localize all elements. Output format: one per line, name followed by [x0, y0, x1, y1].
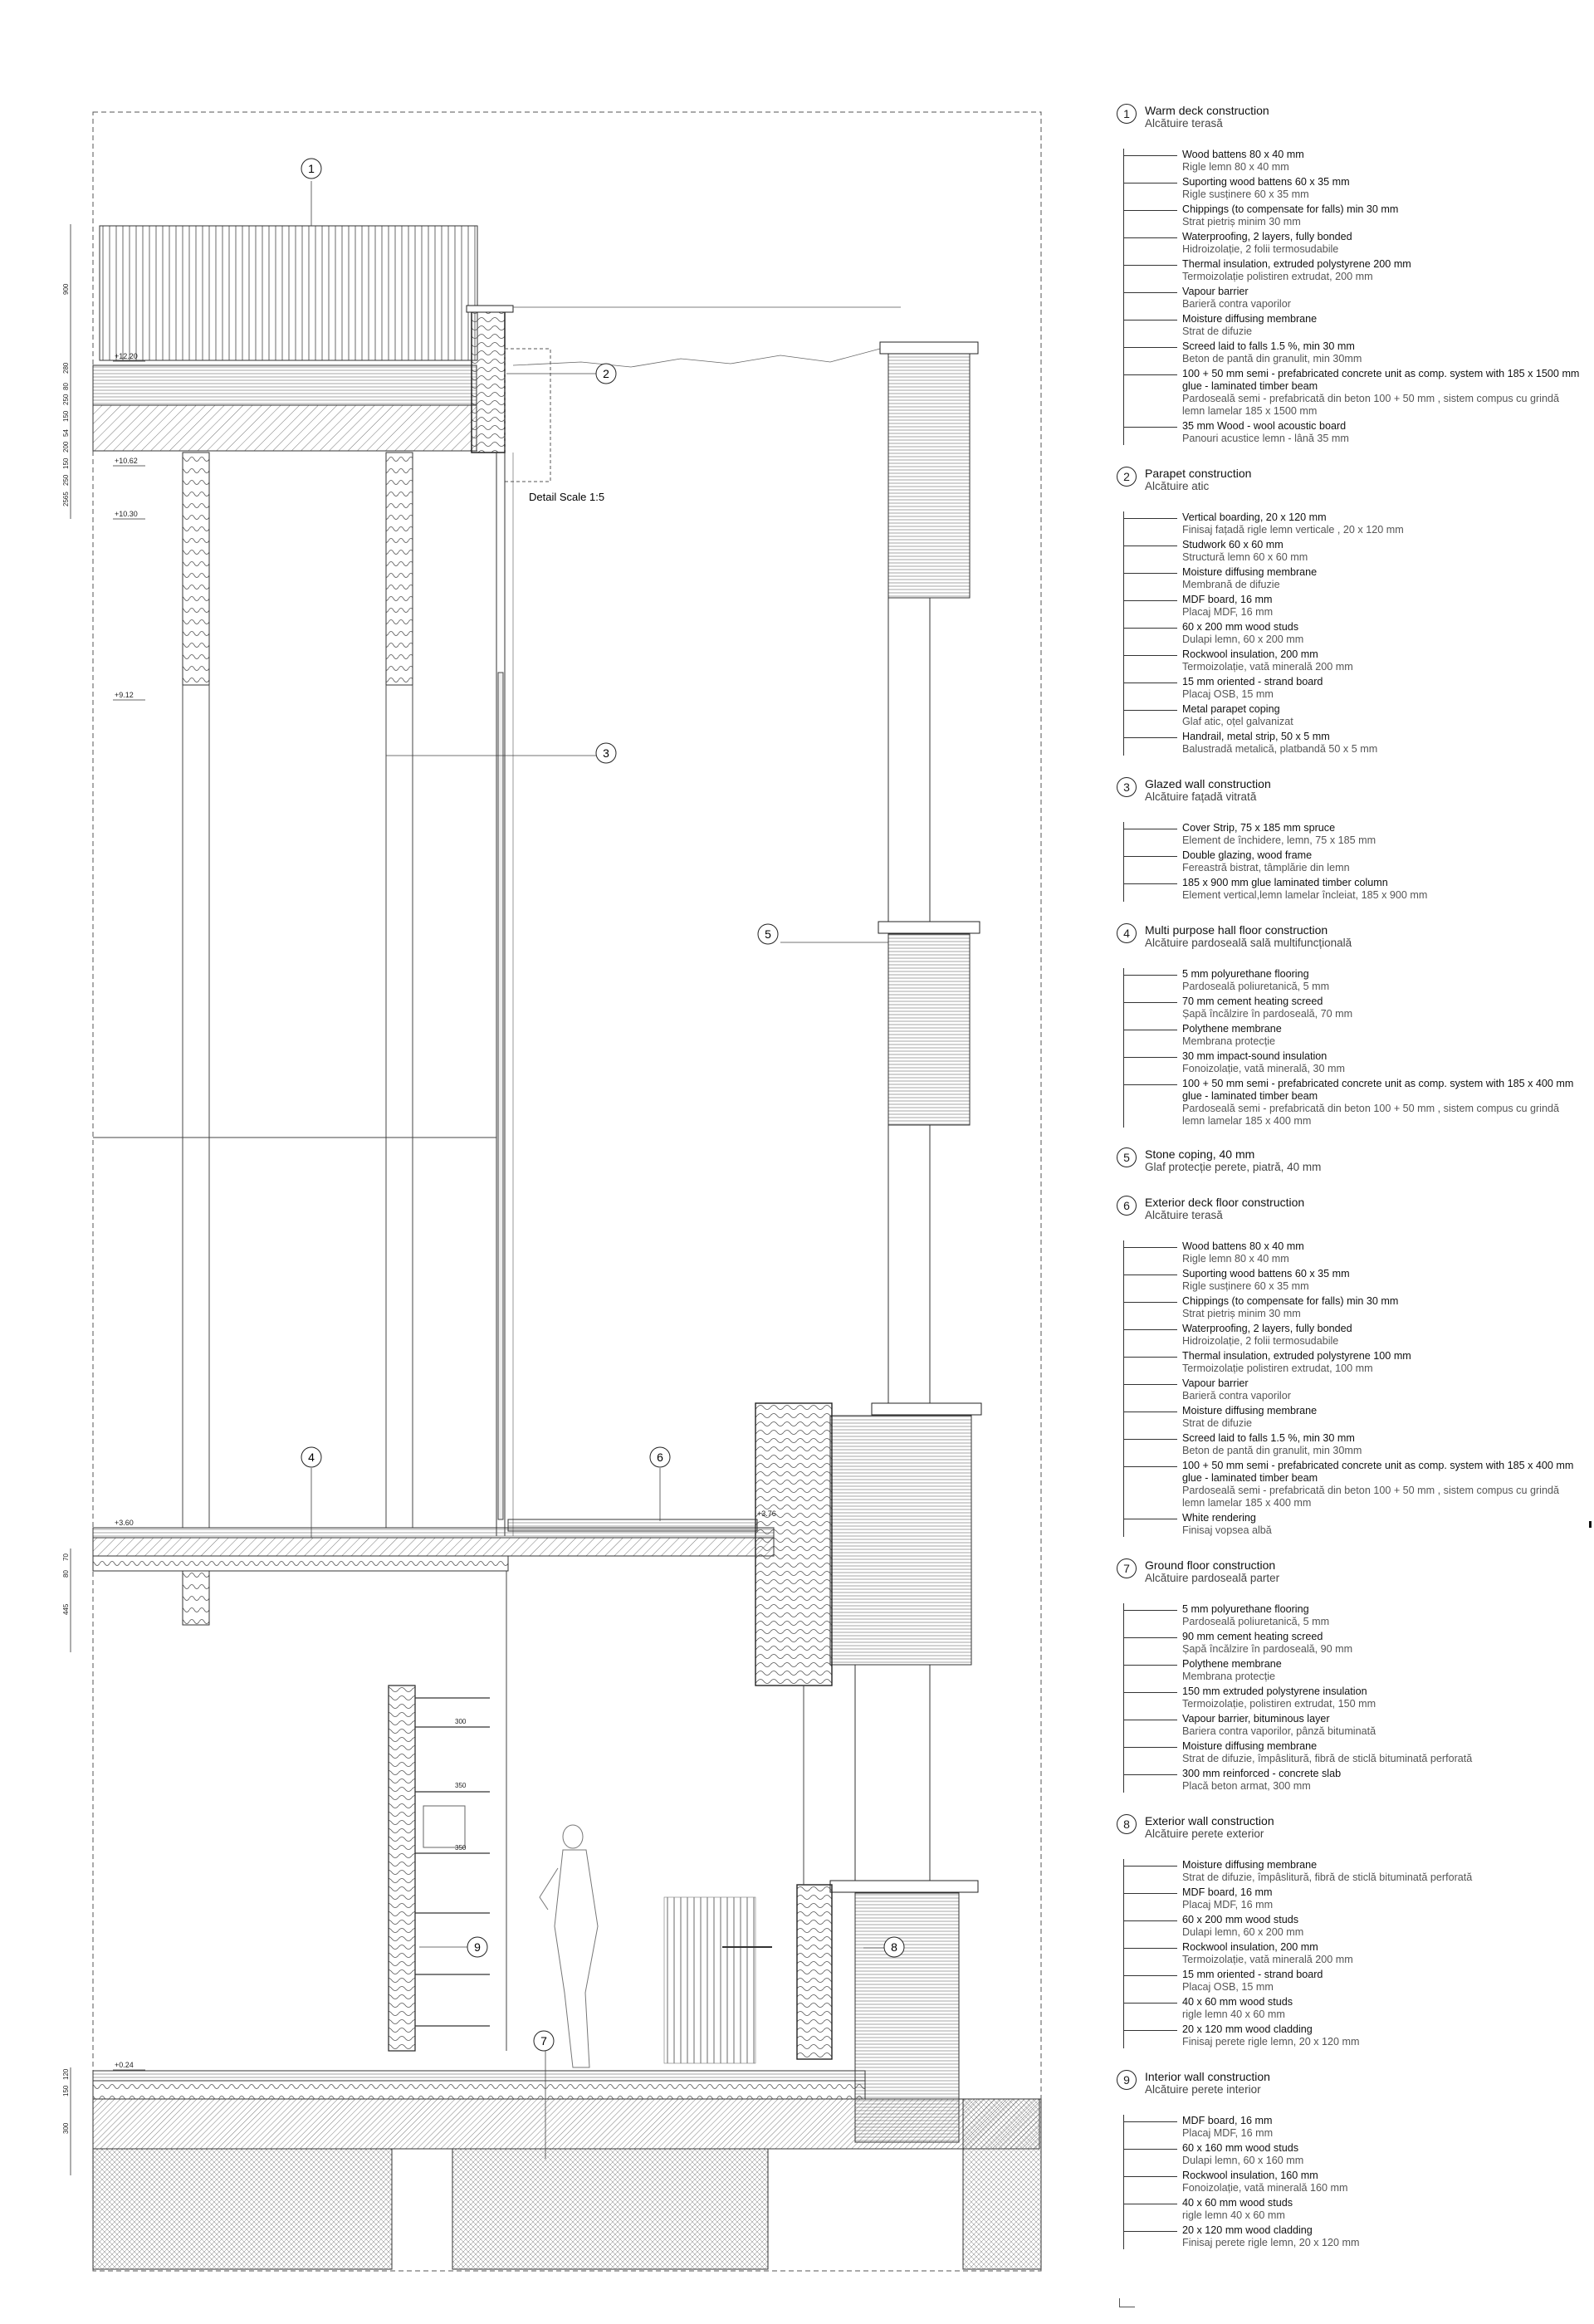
legend-item-english: 5 mm polyurethane flooring	[1182, 1603, 1309, 1615]
foundation-right	[963, 2099, 1041, 2269]
legend-item-english: 185 x 900 mm glue laminated timber column	[1182, 877, 1388, 888]
roof-battens	[100, 226, 477, 360]
svg-text:2: 2	[603, 367, 609, 380]
legend-section-header	[1117, 1558, 1582, 1588]
svg-text:350: 350	[455, 1844, 467, 1852]
column-right-upper	[386, 453, 413, 685]
legend-section-4	[1117, 923, 1582, 1128]
legend-item	[1124, 1886, 1582, 1911]
legend-item-romanian: Rigle lemn 80 x 40 mm	[1182, 161, 1289, 173]
legend-item-romanian: Strat pietriș minim 30 mm	[1182, 216, 1301, 228]
legend-item-list	[1123, 968, 1582, 1128]
legend-item-romanian: Pardoseală semi - prefabricată din beton 100 + 50 mm , sistem compus cu grindă lemn lamelar 185 x 400 mm	[1182, 1485, 1559, 1509]
legend-item-list	[1123, 511, 1582, 756]
level-marks	[115, 352, 776, 2069]
legend-item-english: Double glazing, wood frame	[1182, 849, 1313, 861]
legend-item	[1124, 149, 1582, 174]
legend-item-english: Suporting wood battens 60 x 35 mm	[1182, 1268, 1350, 1279]
legend-item-romanian: Hidroizolație, 2 folii termosudabile	[1182, 243, 1339, 255]
foundation-left	[93, 2149, 392, 2269]
legend-item-english: MDF board, 16 mm	[1182, 594, 1273, 605]
legend-subtitle: Glaf protecție perete, piatră, 40 mm	[1145, 1161, 1322, 1173]
callout-1	[301, 159, 321, 179]
svg-text:280: 280	[62, 362, 70, 374]
legend-item-english: 100 + 50 mm semi - prefabricated concrete unit as comp. system with 185 x 400 mm glue - laminated timber beam	[1182, 1460, 1574, 1484]
page-edge-marker	[1589, 1521, 1592, 1528]
legend-item-romanian: Barieră contra vaporilor	[1182, 298, 1291, 310]
legend-item	[1124, 621, 1582, 646]
legend-item-english: 5 mm polyurethane flooring	[1182, 968, 1309, 980]
svg-text:120: 120	[62, 2068, 70, 2080]
legend-item-english: MDF board, 16 mm	[1182, 2115, 1273, 2126]
legend-item-romanian: Membrană de difuzie	[1182, 579, 1280, 590]
svg-text:445: 445	[62, 1603, 70, 1615]
legend-item	[1124, 1432, 1582, 1457]
page-corner-mark	[1119, 2298, 1135, 2307]
legend-item-romanian: Pardoseală semi - prefabricată din beton 100 + 50 mm , sistem compus cu grindă lemn lamelar 185 x 1500 mm	[1182, 393, 1559, 417]
legend-item-romanian: Șapă încălzire în pardoseală, 90 mm	[1182, 1643, 1353, 1655]
legend-item-romanian: Element vertical,lemn lamelar încleiat, 185 x 900 mm	[1182, 889, 1428, 901]
svg-text:+3.60: +3.60	[115, 1519, 134, 1527]
svg-text:150: 150	[62, 457, 70, 469]
svg-text:350: 350	[455, 1782, 467, 1789]
legend-title: Multi purpose hall floor construction	[1145, 923, 1328, 937]
legend-item-english: 300 mm reinforced - concrete slab	[1182, 1768, 1342, 1779]
legend-item-romanian: Balustradă metalică, platbandă 50 x 5 mm	[1182, 743, 1378, 755]
legend-subtitle: Alcătuire pardoseală parter	[1145, 1572, 1280, 1584]
legend-item-english: 60 x 200 mm wood studs	[1182, 621, 1299, 633]
legend-item-romanian: Bariera contra vaporilor, pânză bituminată	[1182, 1725, 1376, 1737]
svg-text:+3.76: +3.76	[757, 1509, 776, 1518]
legend-title: Interior wall construction	[1145, 2070, 1270, 2083]
svg-text:+12.20: +12.20	[115, 352, 138, 360]
legend-item-english: Cover Strip, 75 x 185 mm spruce	[1182, 822, 1336, 834]
legend-item	[1124, 996, 1582, 1020]
legend-item	[1124, 968, 1582, 993]
legend-item-english: Screed laid to falls 1.5 %, min 30 mm	[1182, 340, 1355, 352]
legend-subtitle: Alcătuire pardoseală sală multifuncțională	[1145, 937, 1352, 949]
legend-item	[1124, 1996, 1582, 2021]
callout-6	[650, 1447, 670, 1467]
legend-item-english: Wood battens 80 x 40 mm	[1182, 1240, 1304, 1252]
legend-item-english: Waterproofing, 2 layers, fully bonded	[1182, 231, 1352, 242]
legend-item-english: 15 mm oriented - strand board	[1182, 676, 1323, 687]
legend-item-english: Screed laid to falls 1.5 %, min 30 mm	[1182, 1432, 1355, 1444]
legend-item-english: Moisture diffusing membrane	[1182, 1859, 1318, 1871]
legend-item-english: 100 + 50 mm semi - prefabricated concrete unit as comp. system with 185 x 1500 mm glue - laminated timber beam	[1182, 368, 1580, 392]
legend-item-list	[1123, 1240, 1582, 1537]
legend-number: 6	[1117, 1196, 1137, 1216]
legend-item-romanian: Termoizolație, vată minerală 200 mm	[1182, 1954, 1353, 1965]
legend-number: 8	[1117, 1814, 1137, 1834]
legend-item-english: 20 x 120 mm wood cladding	[1182, 2023, 1313, 2035]
legend-number: 5	[1117, 1147, 1137, 1167]
legend-item	[1124, 1023, 1582, 1048]
legend-item-romanian: rigle lemn 40 x 60 mm	[1182, 2008, 1285, 2020]
legend-item	[1124, 1603, 1582, 1628]
legend-item-romanian: Placaj OSB, 15 mm	[1182, 688, 1274, 700]
legend-item	[1124, 313, 1582, 338]
legend-item-english: 100 + 50 mm semi - prefabricated concrete unit as comp. system with 185 x 400 mm glue - laminated timber beam	[1182, 1078, 1574, 1102]
legend-item	[1124, 1405, 1582, 1430]
svg-text:+10.62: +10.62	[115, 457, 138, 465]
legend-item	[1124, 1350, 1582, 1375]
legend-item-romanian: Strat de difuzie	[1182, 325, 1253, 337]
legend-item-romanian: Element de închidere, lemn, 75 x 185 mm	[1182, 834, 1376, 846]
legend-item	[1124, 203, 1582, 228]
svg-text:5: 5	[765, 927, 771, 941]
legend-item-romanian: Strat pietriș minim 30 mm	[1182, 1308, 1301, 1319]
legend-item-romanian: Beton de pantă din granulit, min 30mm	[1182, 1445, 1362, 1456]
legend-item-romanian: Finisaj vopsea albă	[1182, 1524, 1272, 1536]
svg-text:9: 9	[474, 1940, 481, 1954]
svg-text:54: 54	[62, 429, 70, 437]
svg-text:150: 150	[62, 2085, 70, 2096]
legend-item-english: Studwork 60 x 60 mm	[1182, 539, 1284, 550]
legend-section-header	[1117, 467, 1582, 497]
legend-item	[1124, 648, 1582, 673]
svg-text:2565: 2565	[62, 492, 70, 506]
legend-item-romanian: Dulapi lemn, 60 x 200 mm	[1182, 634, 1304, 645]
legend-number: 4	[1117, 923, 1137, 943]
svg-text:4: 4	[308, 1451, 315, 1464]
svg-text:200: 200	[62, 441, 70, 453]
legend-item	[1124, 1295, 1582, 1320]
legend-item	[1124, 1686, 1582, 1710]
svg-text:900: 900	[62, 283, 70, 295]
legend-title: Warm deck construction	[1145, 104, 1269, 117]
svg-text:80: 80	[62, 383, 70, 390]
legend-item	[1124, 1050, 1582, 1075]
legend-subtitle: Alcătuire perete interior	[1145, 2083, 1261, 2096]
legend-item	[1124, 1268, 1582, 1293]
legend-item-english: Waterproofing, 2 layers, fully bonded	[1182, 1323, 1352, 1334]
legend-item-english: 35 mm Wood - wool acoustic board	[1182, 420, 1347, 432]
legend-section-header	[1117, 1196, 1582, 1226]
legend-item-romanian: Termoizolație, vată minerală 200 mm	[1182, 661, 1353, 673]
legend-section-7	[1117, 1558, 1582, 1793]
legend-item	[1124, 566, 1582, 591]
legend-item	[1124, 1512, 1582, 1537]
legend-item	[1124, 176, 1582, 201]
legend-item	[1124, 539, 1582, 564]
legend-item	[1124, 1740, 1582, 1765]
legend-item-romanian: Beton de pantă din granulit, min 30mm	[1182, 353, 1362, 365]
legend-item-english: White rendering	[1182, 1512, 1256, 1524]
svg-text:70: 70	[62, 1553, 70, 1561]
stone-wall-upper	[888, 349, 970, 598]
svg-text:1: 1	[308, 162, 315, 175]
legend-title: Exterior deck floor construction	[1145, 1196, 1305, 1209]
legend-item-romanian: Rigle lemn 80 x 40 mm	[1182, 1253, 1289, 1265]
svg-text:250: 250	[62, 394, 70, 405]
legend-section-1	[1117, 104, 1582, 445]
legend-item	[1124, 1631, 1582, 1656]
legend-item	[1124, 286, 1582, 311]
legend-item-english: Moisture diffusing membrane	[1182, 1405, 1318, 1416]
legend-item-english: 90 mm cement heating screed	[1182, 1631, 1323, 1642]
legend-item-english: Moisture diffusing membrane	[1182, 566, 1318, 578]
legend-item	[1124, 2197, 1582, 2222]
legend-item-english: Polythene membrane	[1182, 1023, 1282, 1035]
legend-item-romanian: Panouri acustice lemn - lână 35 mm	[1182, 433, 1349, 444]
legend-subtitle: Alcătuire terasă	[1145, 1209, 1223, 1221]
legend-item-list	[1123, 1603, 1582, 1793]
legend-item	[1124, 1323, 1582, 1348]
legend-item	[1124, 1377, 1582, 1402]
callout-7	[534, 2031, 554, 2051]
legend-item-romanian: Strat de difuzie, împâslitură, fibră de sticlă bituminată perforată	[1182, 1871, 1473, 1883]
svg-text:+10.30: +10.30	[115, 510, 138, 518]
legend-item-english: Polythene membrane	[1182, 1658, 1282, 1670]
roof-layers	[93, 365, 477, 405]
legend-item-english: Chippings (to compensate for falls) min 30 mm	[1182, 203, 1399, 215]
legend-number: 9	[1117, 2070, 1137, 2090]
legend-item-romanian: Pardoseală poliuretanică, 5 mm	[1182, 981, 1330, 992]
legend-item-english: Rockwool insulation, 160 mm	[1182, 2170, 1318, 2181]
legend-subtitle: Alcătuire atic	[1145, 480, 1210, 492]
legend-number: 2	[1117, 467, 1137, 487]
svg-text:7: 7	[540, 2034, 547, 2048]
legend-item-romanian: Placaj MDF, 16 mm	[1182, 606, 1274, 618]
shelves	[415, 1698, 490, 2026]
legend-section-5	[1117, 1147, 1582, 1174]
legend-item	[1124, 1713, 1582, 1738]
legend-section-3	[1117, 777, 1582, 902]
legend-item-english: Thermal insulation, extruded polystyrene 200 mm	[1182, 258, 1411, 270]
legend-section-header	[1117, 1147, 1582, 1174]
legend-item-english: 60 x 200 mm wood studs	[1182, 1914, 1299, 1925]
legend-section-header	[1117, 2070, 1582, 2100]
legend-section-6	[1117, 1196, 1582, 1537]
legend-item	[1124, 340, 1582, 365]
legend-item-romanian: Finisaj perete rigle lemn, 20 x 120 mm	[1182, 2036, 1360, 2048]
legend-item-romanian: Structură lemn 60 x 60 mm	[1182, 551, 1308, 563]
legend-item-romanian: Placă beton armat, 300 mm	[1182, 1780, 1311, 1792]
legend-item-romanian: rigle lemn 40 x 60 mm	[1182, 2209, 1285, 2221]
svg-text:300: 300	[455, 1718, 467, 1725]
legend-item-english: Wood battens 80 x 40 mm	[1182, 149, 1304, 160]
legend-subtitle: Alcătuire perete exterior	[1145, 1827, 1264, 1840]
callout-5	[758, 924, 778, 944]
legend-subtitle: Alcătuire fațadă vitrată	[1145, 790, 1257, 803]
legend-title: Ground floor construction	[1145, 1558, 1276, 1572]
legend-item-english: 40 x 60 mm wood studs	[1182, 2197, 1293, 2209]
legend-item	[1124, 849, 1582, 874]
legend-item-romanian: Membrana protecție	[1182, 1035, 1275, 1047]
legend-item-english: Vapour barrier	[1182, 1377, 1249, 1389]
callout-9	[467, 1937, 487, 1957]
legend-item-romanian: Finisaj perete rigle lemn, 20 x 120 mm	[1182, 2237, 1360, 2248]
legend-item-english: Rockwool insulation, 200 mm	[1182, 648, 1318, 660]
legend-number: 3	[1117, 777, 1137, 797]
legend-section-9	[1117, 2070, 1582, 2249]
svg-text:6: 6	[657, 1451, 663, 1464]
legend-item	[1124, 1240, 1582, 1265]
legend-item	[1124, 1969, 1582, 1994]
legend-item-romanian: Hidroizolație, 2 folii termosudabile	[1182, 1335, 1339, 1347]
legend-item-english: Rockwool insulation, 200 mm	[1182, 1941, 1318, 1953]
legend-title: Exterior wall construction	[1145, 1814, 1274, 1827]
legend-item	[1124, 2023, 1582, 2048]
legend-item-romanian: Șapă încălzire în pardoseală, 70 mm	[1182, 1008, 1353, 1020]
legend-item-romanian: Fonoizolație, vată minerală 160 mm	[1182, 2182, 1348, 2194]
legend-item-english: Moisture diffusing membrane	[1182, 313, 1318, 325]
parapet	[472, 307, 505, 453]
legend-item	[1124, 703, 1582, 728]
legend-item-romanian: Membrana protecție	[1182, 1671, 1275, 1682]
svg-text:3: 3	[603, 746, 609, 760]
legend-item-english: Moisture diffusing membrane	[1182, 1740, 1318, 1752]
callout-2	[596, 364, 616, 384]
svg-text:150: 150	[62, 410, 70, 422]
svg-text:80: 80	[62, 1570, 70, 1578]
legend-item	[1124, 594, 1582, 619]
legend-item-english: Handrail, metal strip, 50 x 5 mm	[1182, 731, 1330, 742]
legend-item	[1124, 731, 1582, 756]
legend-item-english: 30 mm impact-sound insulation	[1182, 1050, 1328, 1062]
legend-item-english: 40 x 60 mm wood studs	[1182, 1996, 1293, 2008]
legend-item	[1124, 822, 1582, 847]
svg-text:+0.24: +0.24	[115, 2061, 134, 2069]
legend-title: Glazed wall construction	[1145, 777, 1271, 790]
legend-item-english: 15 mm oriented - strand board	[1182, 1969, 1323, 1980]
svg-text:300: 300	[62, 2122, 70, 2134]
legend-item	[1124, 1859, 1582, 1884]
legend-item	[1124, 1078, 1582, 1128]
stone-wall-mid	[888, 934, 970, 1125]
legend-item-romanian: Strat de difuzie	[1182, 1417, 1253, 1429]
foundation-mid	[452, 2149, 768, 2269]
ground-slab	[93, 2071, 865, 2081]
legend-item-romanian: Finisaj fațadă rigle lemn verticale , 20 x 120 mm	[1182, 524, 1404, 536]
legend-item-romanian: Rigle susținere 60 x 35 mm	[1182, 188, 1309, 200]
column-left-upper	[183, 453, 209, 685]
legend-item-list	[1123, 1859, 1582, 2048]
legend-item	[1124, 2115, 1582, 2140]
svg-text:+9.12: +9.12	[115, 691, 134, 699]
legend-item-romanian: Termoizolație polistiren extrudat, 100 mm	[1182, 1363, 1373, 1374]
exterior-wall-lower	[797, 1885, 832, 2059]
detail-scale-label: Detail Scale 1:5	[529, 491, 605, 503]
legend-item-romanian: Fereastră bistrat, tâmplărie din lemn	[1182, 862, 1350, 873]
legend-item-english: Metal parapet coping	[1182, 703, 1280, 715]
legend-item	[1124, 676, 1582, 701]
callout-4	[301, 1447, 321, 1467]
legend-item-english: Vapour barrier	[1182, 286, 1249, 297]
legend-section-header	[1117, 104, 1582, 134]
callout-3	[596, 743, 616, 763]
legend-item-english: Vapour barrier, bituminous layer	[1182, 1713, 1330, 1725]
legend-item-romanian: Placaj OSB, 15 mm	[1182, 1981, 1274, 1993]
legend-section-2	[1117, 467, 1582, 756]
legend-item	[1124, 877, 1582, 902]
legend-item-romanian: Termoizolație, polistiren extrudat, 150 mm	[1182, 1698, 1376, 1710]
legend-item-english: 20 x 120 mm wood cladding	[1182, 2224, 1313, 2236]
legend-item-list	[1123, 149, 1582, 445]
legend-item-romanian: Dulapi lemn, 60 x 200 mm	[1182, 1926, 1304, 1938]
legend-item-english: Vertical boarding, 20 x 120 mm	[1182, 511, 1327, 523]
legend-item-english: 70 mm cement heating screed	[1182, 996, 1323, 1007]
legend-item	[1124, 368, 1582, 418]
legend-item	[1124, 2142, 1582, 2167]
legend-item-romanian: Strat de difuzie, împâslitură, fibră de sticlă bituminată perforată	[1182, 1753, 1473, 1764]
legend-item	[1124, 1914, 1582, 1939]
legend-item-list	[1123, 2115, 1582, 2249]
interior-wall	[389, 1686, 415, 2051]
legend-item-english: 150 mm extruded polystyrene insulation	[1182, 1686, 1367, 1697]
construction-legend	[1117, 104, 1582, 2252]
person-figure	[540, 1825, 598, 2067]
legend-item-romanian: Pardoseală poliuretanică, 5 mm	[1182, 1616, 1330, 1627]
legend-section-8	[1117, 1814, 1582, 2048]
legend-item	[1124, 1768, 1582, 1793]
legend-item-romanian: Rigle susținere 60 x 35 mm	[1182, 1280, 1309, 1292]
callout-8	[884, 1937, 904, 1957]
legend-number: 7	[1117, 1558, 1137, 1578]
legend-title: Stone coping, 40 mm	[1145, 1147, 1255, 1161]
legend-item-english: Suporting wood battens 60 x 35 mm	[1182, 176, 1350, 188]
legend-item-romanian: Fonoizolație, vată minerală, 30 mm	[1182, 1063, 1345, 1074]
legend-item	[1124, 1460, 1582, 1509]
legend-item	[1124, 2170, 1582, 2194]
legend-item	[1124, 258, 1582, 283]
legend-item	[1124, 511, 1582, 536]
legend-item-romanian: Termoizolație polistiren extrudat, 200 mm	[1182, 271, 1373, 282]
legend-section-header	[1117, 1814, 1582, 1844]
legend-item-romanian: Dulapi lemn, 60 x 160 mm	[1182, 2155, 1304, 2166]
legend-item-english: Chippings (to compensate for falls) min 30 mm	[1182, 1295, 1399, 1307]
roof-slab	[93, 405, 477, 451]
legend-item	[1124, 231, 1582, 256]
legend-subtitle: Alcătuire terasă	[1145, 117, 1223, 130]
legend-item	[1124, 1941, 1582, 1966]
legend-item	[1124, 2224, 1582, 2249]
legend-item-list	[1123, 822, 1582, 902]
stone-wall-lower	[830, 1416, 971, 1665]
legend-item-romanian: Barieră contra vaporilor	[1182, 1390, 1291, 1402]
legend-item-english: Thermal insulation, extruded polystyrene 100 mm	[1182, 1350, 1411, 1362]
legend-title: Parapet construction	[1145, 467, 1252, 480]
svg-text:8: 8	[891, 1940, 897, 1954]
legend-item-romanian: Placaj MDF, 16 mm	[1182, 1899, 1274, 1911]
svg-text:250: 250	[62, 474, 70, 486]
legend-item-romanian: Pardoseală semi - prefabricată din beton 100 + 50 mm , sistem compus cu grindă lemn lamelar 185 x 400 mm	[1182, 1103, 1559, 1127]
legend-item	[1124, 420, 1582, 445]
legend-item-english: 60 x 160 mm wood studs	[1182, 2142, 1299, 2154]
legend-item-english: MDF board, 16 mm	[1182, 1886, 1273, 1898]
legend-number: 1	[1117, 104, 1137, 124]
legend-item-romanian: Placaj MDF, 16 mm	[1182, 2127, 1274, 2139]
legend-section-header	[1117, 777, 1582, 807]
legend-section-header	[1117, 923, 1582, 953]
legend-item	[1124, 1658, 1582, 1683]
legend-item-romanian: Glaf atic, oțel galvanizat	[1182, 716, 1293, 727]
